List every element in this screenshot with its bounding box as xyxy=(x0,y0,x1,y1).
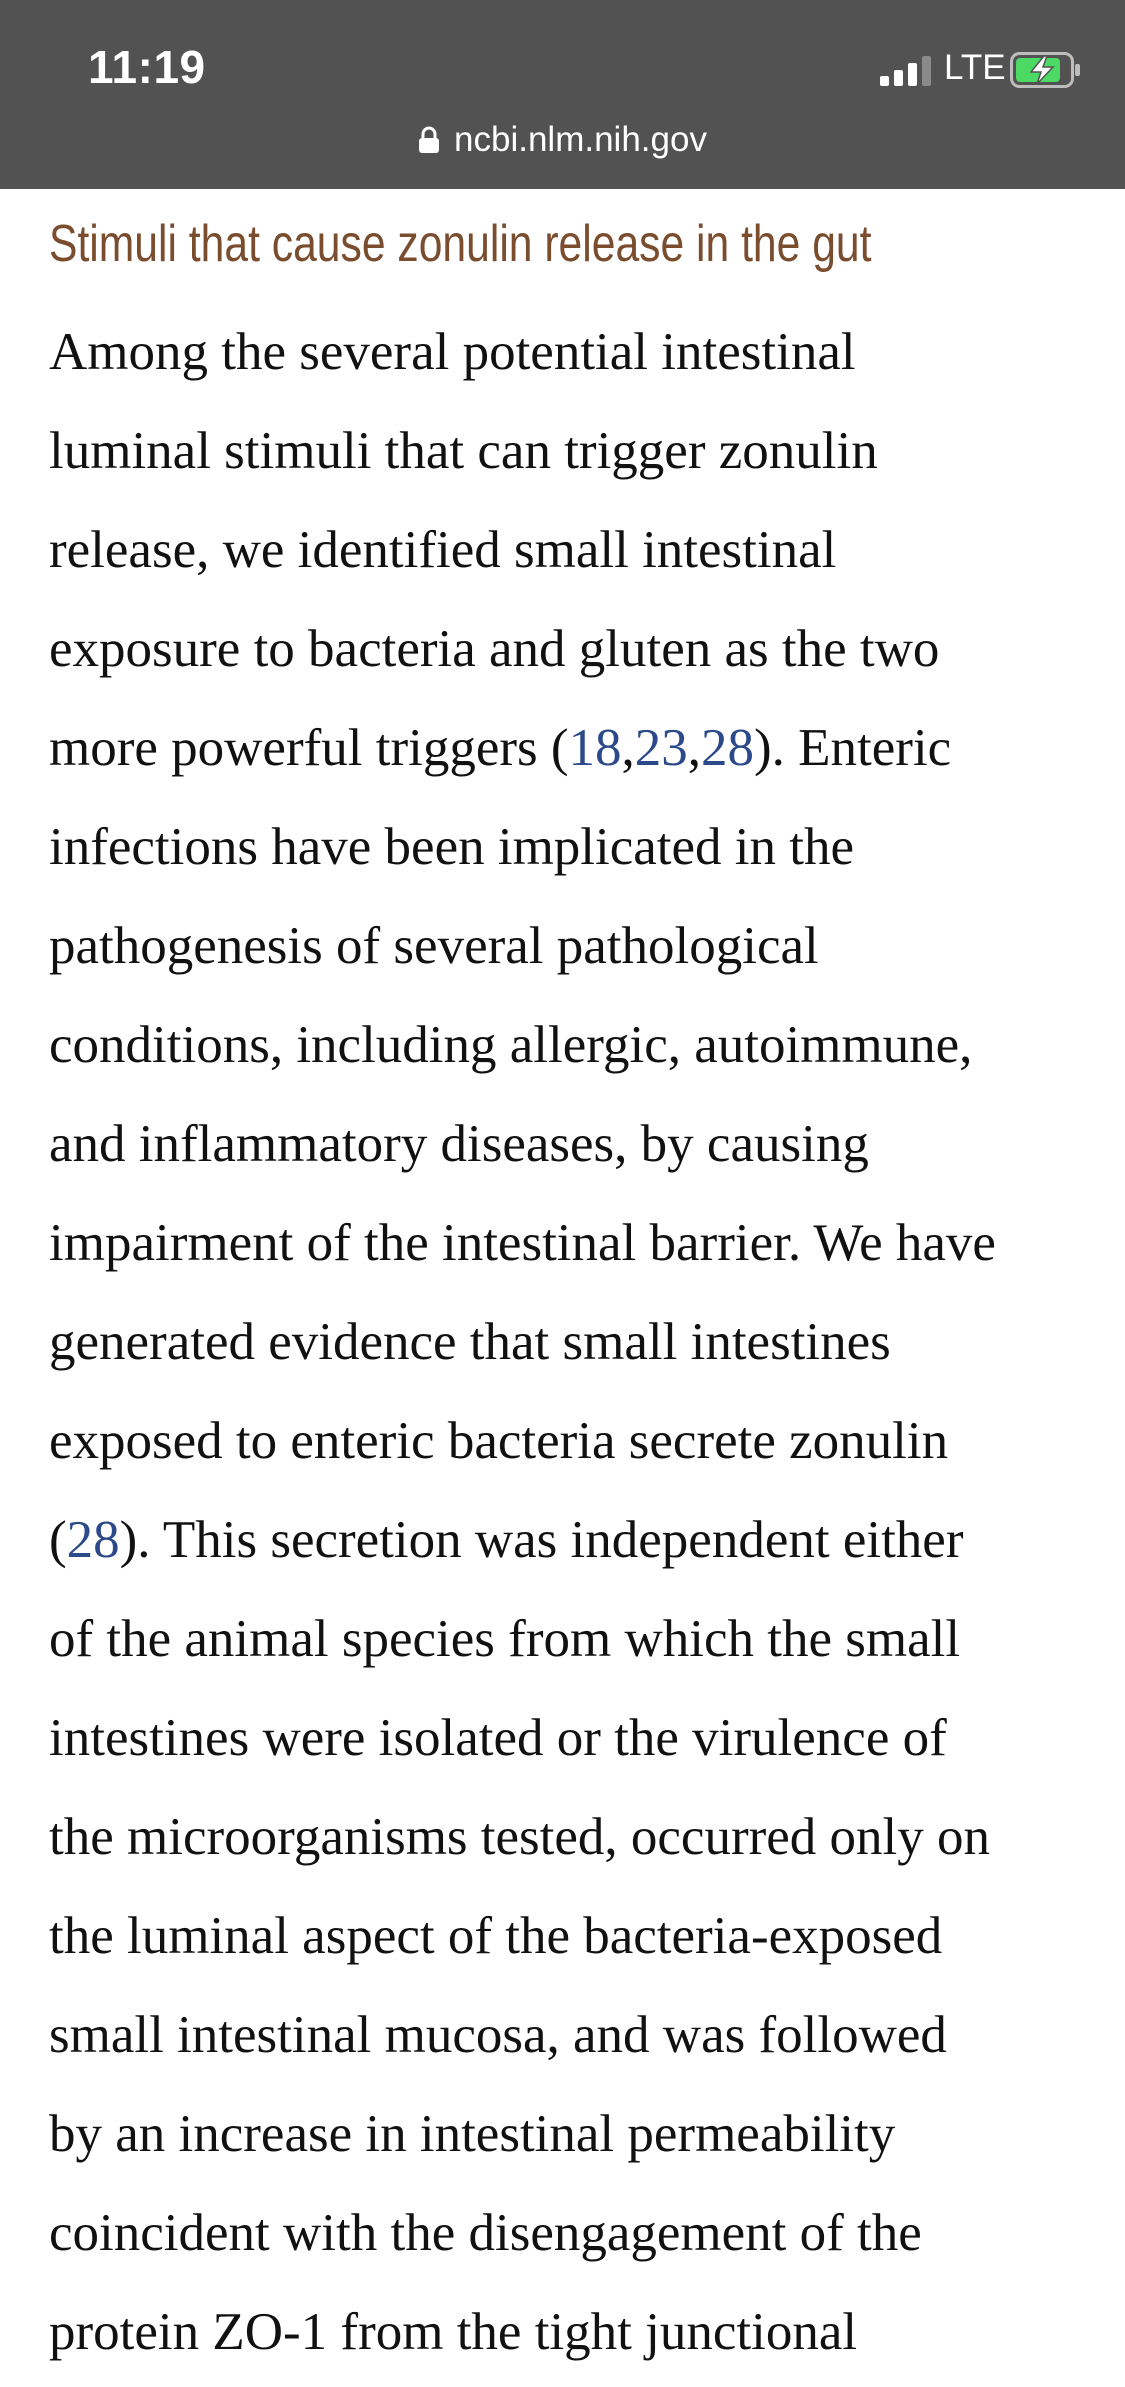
address-bar[interactable] xyxy=(0,118,1125,162)
paragraph-line: the microorganisms tested, occurred only on xyxy=(49,1808,991,1866)
paragraph-line: protein ZO-1 from the tight junctional xyxy=(49,2303,858,2361)
line-text: ). Enteric xyxy=(754,719,952,777)
paragraph-line: small intestinal mucosa, and was followed xyxy=(49,2006,947,2064)
paragraph-line xyxy=(49,699,1089,798)
network-type: LTE xyxy=(944,48,1006,87)
reference-link[interactable]: 18 xyxy=(568,719,622,777)
reference-link[interactable]: 28 xyxy=(701,719,755,777)
paragraph-line: and inflammatory diseases, by causing xyxy=(49,1115,869,1173)
line-text: ( xyxy=(49,1511,67,1569)
paragraph-line xyxy=(49,1491,1089,1590)
paragraph-line: infections have been implicated in the xyxy=(49,818,855,876)
paragraph-line: release, we identified small intestinal xyxy=(49,521,837,579)
paragraph-line: conditions, including allergic, autoimmune, xyxy=(49,1016,973,1074)
status-time: 11:19 xyxy=(88,41,206,93)
paragraph-line: intestines were isolated or the virulence of xyxy=(49,1709,947,1767)
paragraph-line: Among the several potential intestinal xyxy=(49,323,856,381)
line-text: more powerful triggers ( xyxy=(49,719,569,777)
paragraph-line: generated evidence that small intestines xyxy=(49,1313,891,1371)
paragraph-line: coincident with the disengagement of the xyxy=(49,2204,922,2262)
reference-link[interactable]: 28 xyxy=(66,1511,120,1569)
paragraph-line: exposure to bacteria and gluten as the two xyxy=(49,620,940,678)
reference-separator: , xyxy=(687,719,702,777)
status-bar xyxy=(0,0,1125,189)
reference-link[interactable]: 23 xyxy=(634,719,688,777)
section-heading: Stimuli that cause zonulin release in the gut xyxy=(49,215,872,273)
lock-icon xyxy=(418,126,440,154)
signal-icon xyxy=(880,56,936,86)
article-paragraph xyxy=(49,303,1089,2382)
url-text: ncbi.nlm.nih.gov xyxy=(454,120,707,159)
paragraph-line: luminal stimuli that can trigger zonulin xyxy=(49,422,878,480)
paragraph-line: impairment of the intestinal barrier. We have xyxy=(49,1214,996,1272)
paragraph-line: the luminal aspect of the bacteria-exposed xyxy=(49,1907,943,1965)
battery-charging-icon xyxy=(1010,52,1082,88)
paragraph-line: of the animal species from which the small xyxy=(49,1610,961,1668)
paragraph-line: exposed to enteric bacteria secrete zonulin xyxy=(49,1412,949,1470)
paragraph-line: by an increase in intestinal permeability xyxy=(49,2105,896,2163)
paragraph-line: pathogenesis of several pathological xyxy=(49,917,819,975)
reference-separator: , xyxy=(621,719,635,777)
line-text: ). This secretion was independent either xyxy=(119,1511,964,1569)
